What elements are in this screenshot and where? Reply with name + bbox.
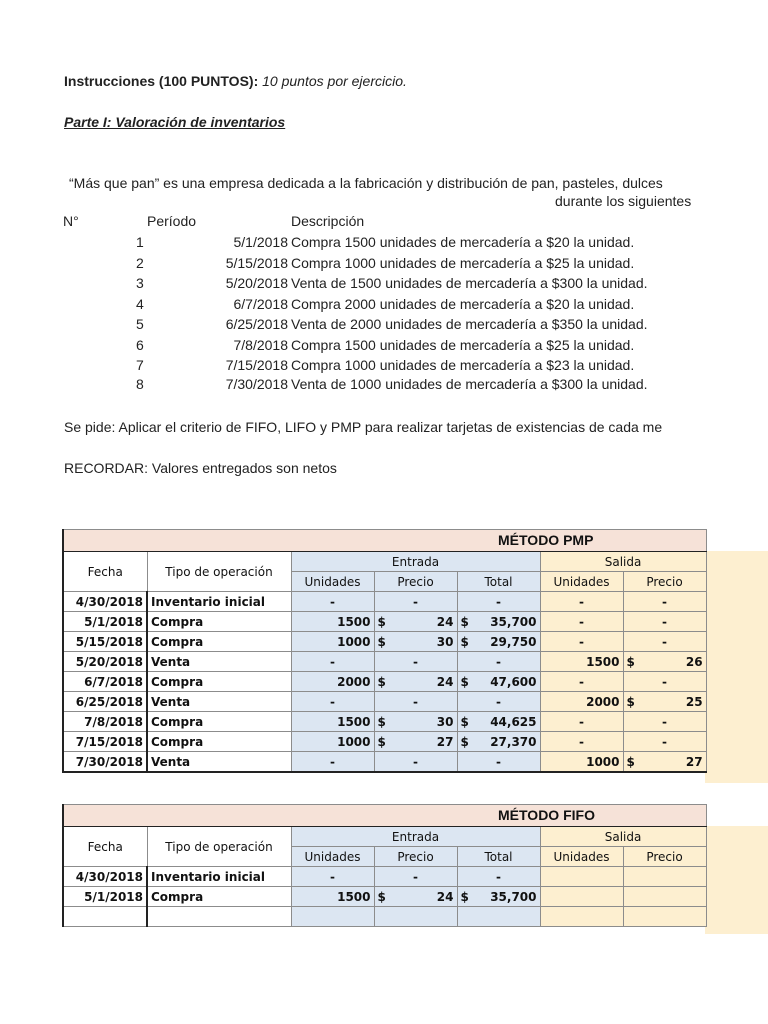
- cell-salida-unidades: [540, 887, 623, 907]
- transaction-number: 1: [136, 234, 144, 250]
- currency-symbol: $: [626, 754, 635, 769]
- currency-symbol: $: [460, 734, 469, 749]
- amount-value: 26: [685, 654, 703, 669]
- transaction-number: 5: [136, 316, 144, 332]
- currency-symbol: $: [460, 614, 469, 629]
- cell-salida-unidades: -: [540, 732, 623, 752]
- fifo-header-fecha: Fecha: [63, 827, 147, 867]
- cell-tipo: [147, 907, 291, 927]
- currency-symbol: $: [377, 889, 386, 904]
- table-row: [63, 712, 706, 732]
- transaction-description: Compra 1000 unidades de mercadería a $25 la unidad.: [291, 255, 635, 271]
- cell-fecha: 5/20/2018: [63, 652, 147, 672]
- pmp-header-salida-precio: Precio: [623, 572, 706, 592]
- part-title: Parte I: Valoración de inventarios: [64, 114, 286, 130]
- transaction-number: 3: [136, 275, 144, 291]
- transaction-number: 7: [136, 357, 144, 373]
- cell-entrada-precio: -: [374, 867, 457, 887]
- fifo-header-entrada: Entrada: [291, 827, 540, 847]
- currency-symbol: $: [460, 674, 469, 689]
- cell-salida-precio: -: [623, 672, 706, 692]
- cell-salida-unidades: [540, 867, 623, 887]
- cell-entrada-total: [457, 712, 540, 732]
- cell-salida-precio: -: [623, 712, 706, 732]
- amount-value: 27: [436, 734, 454, 749]
- fifo-title: MÉTODO FIFO: [498, 807, 595, 823]
- cell-entrada-unidades: 1000: [291, 732, 374, 752]
- pmp-header-salida: Salida: [540, 552, 706, 572]
- cell-salida-unidades: 1000: [540, 752, 623, 773]
- cell-entrada-precio: [374, 712, 457, 732]
- cell-tipo: Venta: [147, 752, 291, 773]
- transaction-description: Venta de 2000 unidades de mercadería a $350 la unidad.: [291, 316, 648, 332]
- currency-symbol: $: [377, 634, 386, 649]
- transaction-date: 5/1/2018: [233, 234, 288, 250]
- amount-value: 35,700: [490, 889, 537, 904]
- currency-symbol: $: [460, 889, 469, 904]
- cell-fecha: 5/15/2018: [63, 632, 147, 652]
- table-row: [63, 692, 706, 712]
- cell-salida-precio: [623, 867, 706, 887]
- transaction-date: 7/15/2018: [225, 357, 288, 373]
- cell-tipo: Compra: [147, 712, 291, 732]
- amount-value: 35,700: [490, 614, 537, 629]
- transaction-description: Compra 1500 unidades de mercadería a $20 la unidad.: [291, 234, 635, 250]
- cell-salida-precio: -: [623, 732, 706, 752]
- cell-tipo: Compra: [147, 672, 291, 692]
- currency-symbol: $: [377, 674, 386, 689]
- cell-salida-precio: -: [623, 612, 706, 632]
- fifo-table: [62, 804, 707, 927]
- recordar-text: RECORDAR: Valores entregados son netos: [64, 460, 337, 476]
- cell-salida-unidades: -: [540, 632, 623, 652]
- list-header-period: Período: [147, 213, 197, 229]
- instructions-line: [64, 73, 407, 89]
- cell-salida-precio: [623, 692, 706, 712]
- currency-symbol: $: [626, 694, 635, 709]
- cell-entrada-unidades: -: [291, 592, 374, 612]
- cell-entrada-total: [457, 732, 540, 752]
- cell-fecha: 4/30/2018: [63, 592, 147, 612]
- pmp-header-precio: Precio: [374, 572, 457, 592]
- instructions-note: 10 puntos por ejercicio.: [262, 73, 407, 89]
- table-row: [63, 672, 706, 692]
- cell-entrada-precio: -: [374, 592, 457, 612]
- cell-entrada-total: [457, 632, 540, 652]
- amount-value: 24: [436, 674, 454, 689]
- table-row: [63, 612, 706, 632]
- cell-entrada-unidades: 2000: [291, 672, 374, 692]
- cell-entrada-total: -: [457, 867, 540, 887]
- amount-value: 30: [436, 714, 454, 729]
- transaction-number: 2: [136, 255, 144, 271]
- cell-salida-precio: [623, 752, 706, 773]
- cell-entrada-total: [457, 612, 540, 632]
- pmp-header-fecha: Fecha: [63, 552, 147, 592]
- amount-value: 27: [685, 754, 703, 769]
- amount-value: 29,750: [490, 634, 537, 649]
- intro-line-1: “Más que pan” es una empresa dedicada a la fabricación y distribución de pan, pasteles, dulces: [69, 175, 663, 191]
- amount-value: 25: [685, 694, 703, 709]
- currency-symbol: $: [377, 614, 386, 629]
- pmp-header-salida-unidades: Unidades: [540, 572, 623, 592]
- cell-salida-unidades: [540, 907, 623, 927]
- transaction-date: 6/25/2018: [225, 316, 288, 332]
- transaction-description: Compra 2000 unidades de mercadería a $20 la unidad.: [291, 296, 635, 312]
- fifo-header-salida-precio: Precio: [623, 847, 706, 867]
- cell-entrada-precio: [374, 732, 457, 752]
- cell-entrada-precio: -: [374, 752, 457, 773]
- cell-entrada-total: -: [457, 652, 540, 672]
- transaction-description: Venta de 1000 unidades de mercadería a $300 la unidad.: [291, 376, 648, 392]
- cell-entrada-precio: [374, 907, 457, 927]
- cell-fecha: 6/25/2018: [63, 692, 147, 712]
- transaction-description: Venta de 1500 unidades de mercadería a $300 la unidad.: [291, 275, 648, 291]
- table-row: [63, 887, 706, 907]
- cell-entrada-precio: [374, 672, 457, 692]
- cell-entrada-total: [457, 672, 540, 692]
- cell-tipo: Compra: [147, 612, 291, 632]
- cell-entrada-unidades: 1500: [291, 887, 374, 907]
- table-row: [63, 867, 706, 887]
- currency-symbol: $: [626, 654, 635, 669]
- cell-tipo: Compra: [147, 887, 291, 907]
- salida-overflow-strip-fifo: [705, 826, 768, 934]
- cell-tipo: Compra: [147, 632, 291, 652]
- cell-tipo: Inventario inicial: [147, 592, 291, 612]
- pmp-header-total: Total: [457, 572, 540, 592]
- currency-symbol: $: [460, 634, 469, 649]
- amount-value: 27,370: [490, 734, 537, 749]
- cell-entrada-unidades: [291, 907, 374, 927]
- pmp-title-cell: [63, 530, 706, 552]
- cell-salida-precio: [623, 907, 706, 927]
- pmp-table: [62, 529, 707, 773]
- cell-entrada-precio: [374, 887, 457, 907]
- cell-fecha: [63, 907, 147, 927]
- currency-symbol: $: [460, 714, 469, 729]
- cell-salida-unidades: 2000: [540, 692, 623, 712]
- cell-entrada-total: -: [457, 692, 540, 712]
- cell-tipo: Venta: [147, 652, 291, 672]
- table-row: [63, 752, 706, 773]
- cell-salida-unidades: -: [540, 592, 623, 612]
- currency-symbol: $: [377, 734, 386, 749]
- cell-tipo: Inventario inicial: [147, 867, 291, 887]
- cell-entrada-unidades: 1500: [291, 612, 374, 632]
- transaction-number: 4: [136, 296, 144, 312]
- currency-symbol: $: [377, 714, 386, 729]
- cell-fecha: 5/1/2018: [63, 612, 147, 632]
- cell-entrada-unidades: -: [291, 752, 374, 773]
- cell-fecha: 7/8/2018: [63, 712, 147, 732]
- cell-salida-precio: [623, 887, 706, 907]
- transaction-number: 8: [136, 376, 144, 392]
- intro-line-2: durante los siguientes: [555, 193, 692, 209]
- transaction-description: Compra 1000 unidades de mercadería a $23 la unidad.: [291, 357, 635, 373]
- list-header-description: Descripción: [291, 213, 365, 229]
- transaction-date: 7/8/2018: [233, 337, 288, 353]
- cell-salida-precio: -: [623, 632, 706, 652]
- table-row: [63, 652, 706, 672]
- transaction-date: 5/20/2018: [225, 275, 288, 291]
- cell-entrada-unidades: 1500: [291, 712, 374, 732]
- cell-entrada-total: [457, 887, 540, 907]
- fifo-header-total: Total: [457, 847, 540, 867]
- cell-fecha: 4/30/2018: [63, 867, 147, 887]
- cell-tipo: Compra: [147, 732, 291, 752]
- cell-salida-unidades: 1500: [540, 652, 623, 672]
- fifo-header-salida: Salida: [540, 827, 706, 847]
- fifo-title-cell: [63, 805, 706, 827]
- cell-salida-precio: -: [623, 592, 706, 612]
- cell-tipo: Venta: [147, 692, 291, 712]
- table-row: [63, 632, 706, 652]
- cell-entrada-precio: -: [374, 652, 457, 672]
- fifo-header-unidades: Unidades: [291, 847, 374, 867]
- salida-overflow-strip: [705, 551, 768, 783]
- list-header-number: N°: [63, 213, 79, 229]
- table-row: [63, 592, 706, 612]
- cell-entrada-total: [457, 907, 540, 927]
- table-row: [63, 732, 706, 752]
- cell-entrada-precio: [374, 632, 457, 652]
- instructions-label: Instrucciones (100 PUNTOS):: [64, 73, 259, 89]
- pmp-title: MÉTODO PMP: [498, 532, 594, 548]
- cell-entrada-unidades: -: [291, 867, 374, 887]
- cell-fecha: 5/1/2018: [63, 887, 147, 907]
- amount-value: 30: [436, 634, 454, 649]
- table-row: [63, 907, 706, 927]
- transaction-number: 6: [136, 337, 144, 353]
- cell-entrada-total: -: [457, 592, 540, 612]
- cell-salida-unidades: -: [540, 712, 623, 732]
- transaction-date: 7/30/2018: [225, 376, 288, 392]
- cell-salida-unidades: -: [540, 672, 623, 692]
- cell-entrada-unidades: 1000: [291, 632, 374, 652]
- fifo-header-salida-unidades: Unidades: [540, 847, 623, 867]
- fifo-header-tipo: Tipo de operación: [147, 827, 291, 867]
- se-pide-text: Se pide: Aplicar el criterio de FIFO, LIFO y PMP para realizar tarjetas de existencias de cada me: [64, 419, 663, 435]
- cell-entrada-unidades: -: [291, 692, 374, 712]
- cell-fecha: 7/30/2018: [63, 752, 147, 773]
- amount-value: 47,600: [490, 674, 537, 689]
- cell-fecha: 7/15/2018: [63, 732, 147, 752]
- cell-fecha: 6/7/2018: [63, 672, 147, 692]
- cell-salida-unidades: -: [540, 612, 623, 632]
- transaction-description: Compra 1500 unidades de mercadería a $25 la unidad.: [291, 337, 635, 353]
- pmp-header-entrada: Entrada: [291, 552, 540, 572]
- cell-entrada-total: -: [457, 752, 540, 773]
- amount-value: 24: [436, 614, 454, 629]
- pmp-header-unidades: Unidades: [291, 572, 374, 592]
- cell-salida-precio: [623, 652, 706, 672]
- cell-entrada-precio: [374, 612, 457, 632]
- cell-entrada-unidades: -: [291, 652, 374, 672]
- fifo-header-precio: Precio: [374, 847, 457, 867]
- transaction-date: 5/15/2018: [225, 255, 288, 271]
- amount-value: 44,625: [490, 714, 537, 729]
- cell-entrada-precio: -: [374, 692, 457, 712]
- amount-value: 24: [436, 889, 454, 904]
- transaction-date: 6/7/2018: [233, 296, 288, 312]
- pmp-header-tipo: Tipo de operación: [147, 552, 291, 592]
